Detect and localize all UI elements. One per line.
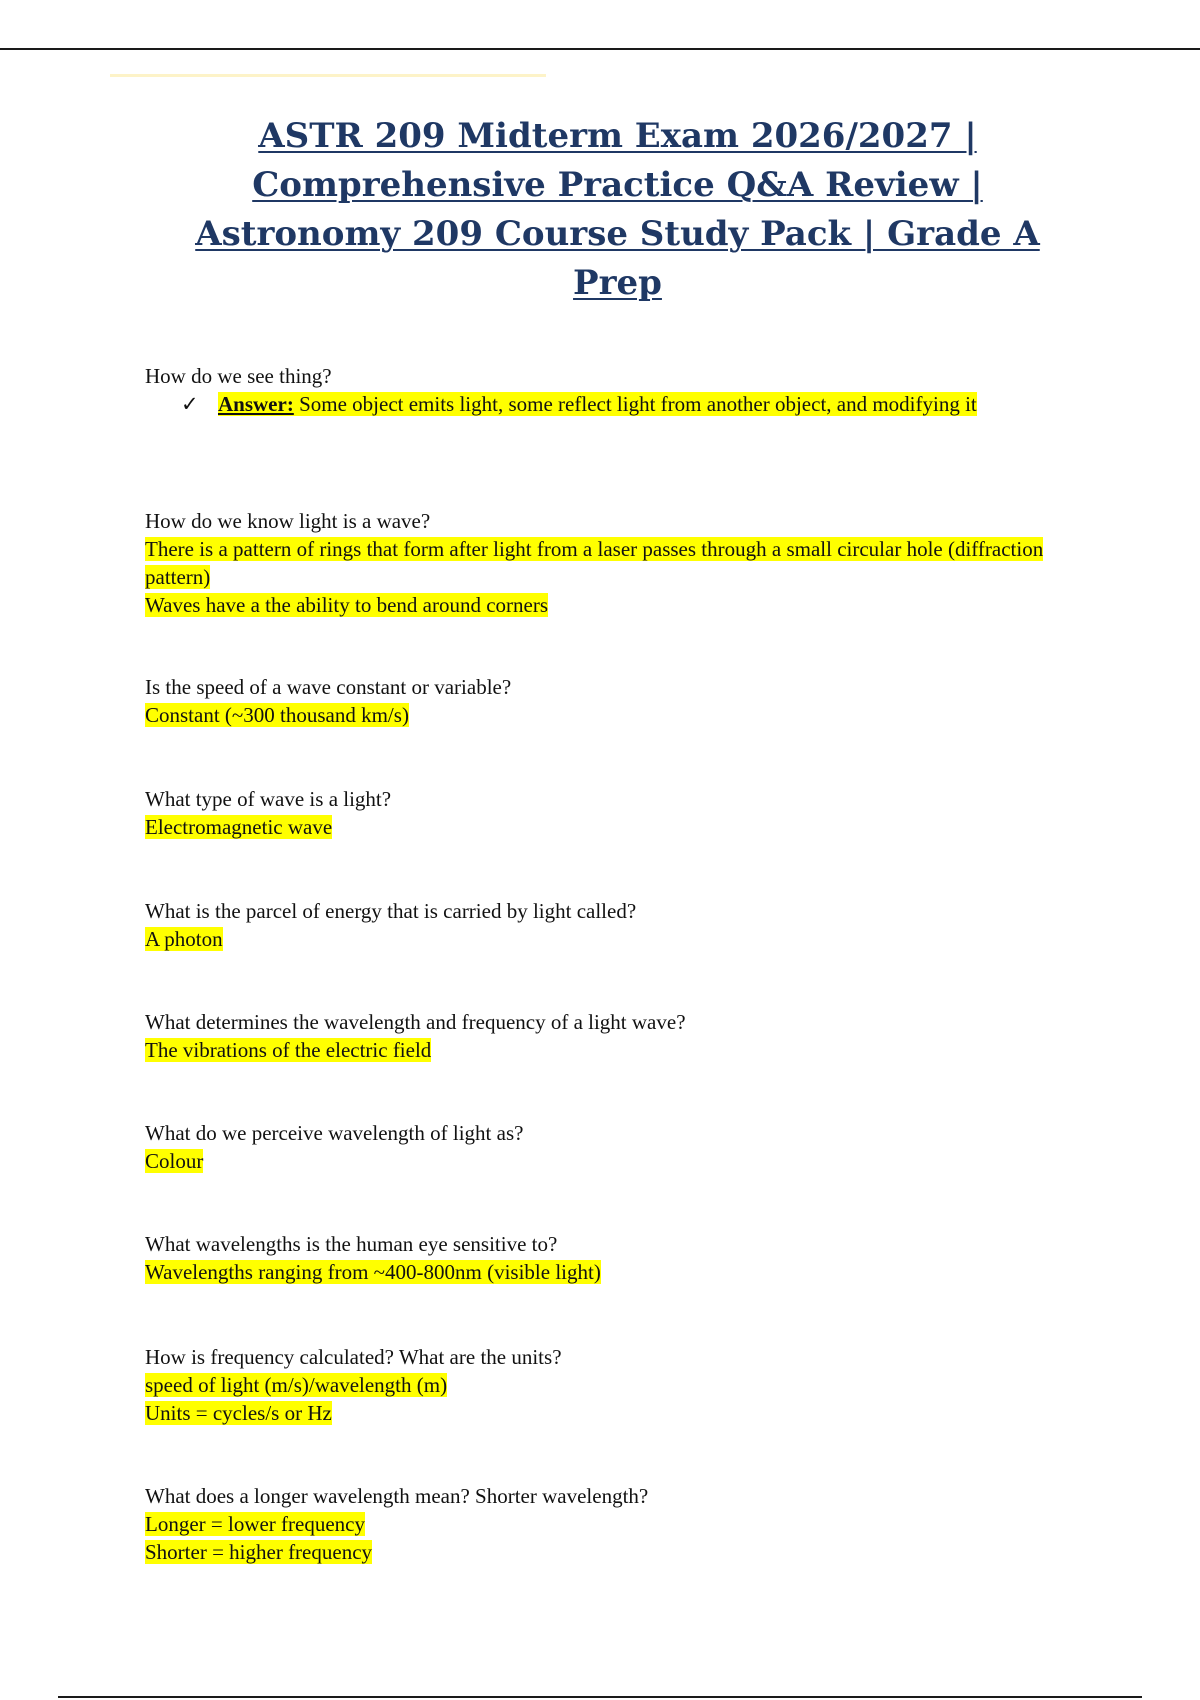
decorative-rule — [110, 74, 546, 77]
answer-text: A photon — [145, 927, 223, 951]
qa-item-5 — [145, 897, 1105, 953]
answer-line — [145, 1538, 1105, 1566]
answer-text: There is a pattern of rings that form after light from a laser passes through a small circular hole (diffraction pattern) — [145, 537, 1044, 589]
answer-text: Some object emits light, some reflect light from another object, and modifying it — [293, 392, 977, 416]
question: What does a longer wavelength mean? Shorter wavelength? — [145, 1484, 649, 1508]
answer-row — [145, 390, 1105, 418]
question: What do we perceive wavelength of light as? — [145, 1121, 524, 1145]
answer-text: speed of light (m/s)/wavelength (m) — [145, 1373, 448, 1397]
question: What determines the wavelength and frequency of a light wave? — [145, 1010, 686, 1034]
answer-text: Wavelengths ranging from ~400-800nm (visible light) — [145, 1260, 601, 1284]
question: How do we know light is a wave? — [145, 509, 431, 533]
answer-line — [145, 1399, 1105, 1427]
answer-line — [145, 925, 1105, 953]
qa-item-8 — [145, 1230, 1105, 1286]
answer-line — [145, 1036, 1105, 1064]
answer-text: Electromagnetic wave — [145, 815, 333, 839]
answer-label: Answer: — [218, 392, 294, 416]
bottom-rule — [58, 1696, 1142, 1698]
answer-text: Colour — [145, 1149, 204, 1173]
check-icon: ✓ — [181, 392, 199, 416]
answer-text: Shorter = higher frequency — [145, 1540, 373, 1564]
answer-line — [145, 1510, 1105, 1538]
top-rule — [0, 48, 1200, 50]
answer-text: Constant (~300 thousand km/s) — [145, 703, 409, 727]
question: How is frequency calculated? What are the units? — [145, 1345, 562, 1369]
qa-item-3 — [145, 673, 1105, 729]
answer-text: The vibrations of the electric field — [145, 1038, 432, 1062]
answer-line — [145, 1371, 1105, 1399]
question: What wavelengths is the human eye sensitive to? — [145, 1232, 558, 1256]
qa-item-2 — [145, 507, 1105, 619]
answer-line — [145, 535, 1105, 591]
answer-line — [145, 813, 1105, 841]
qa-item-4 — [145, 785, 1105, 841]
question: What type of wave is a light? — [145, 787, 392, 811]
answer-text: Units = cycles/s or Hz — [145, 1401, 332, 1425]
qa-item-6 — [145, 1008, 1105, 1064]
question: Is the speed of a wave constant or variable? — [145, 675, 512, 699]
qa-item-10 — [145, 1482, 1105, 1566]
qa-item-7 — [145, 1119, 1105, 1175]
question: How do we see thing? — [145, 364, 332, 388]
answer-line — [145, 591, 1105, 619]
answer-text: Waves have a the ability to bend around corners — [145, 593, 548, 617]
answer-line — [145, 1147, 1105, 1175]
qa-item-1 — [145, 362, 1105, 418]
question: What is the parcel of energy that is carried by light called? — [145, 899, 637, 923]
answer-line — [145, 1258, 1105, 1286]
answer-text: Longer = lower frequency — [145, 1512, 365, 1536]
qa-item-9 — [145, 1343, 1105, 1427]
answer-block — [218, 392, 977, 416]
document-title: ASTR 209 Midterm Exam 2026/2027 | Comprehensive Practice Q&A Review | Astronomy 209 Course Study Pack | Grade A Prep — [195, 116, 1040, 303]
answer-line — [145, 701, 1105, 729]
